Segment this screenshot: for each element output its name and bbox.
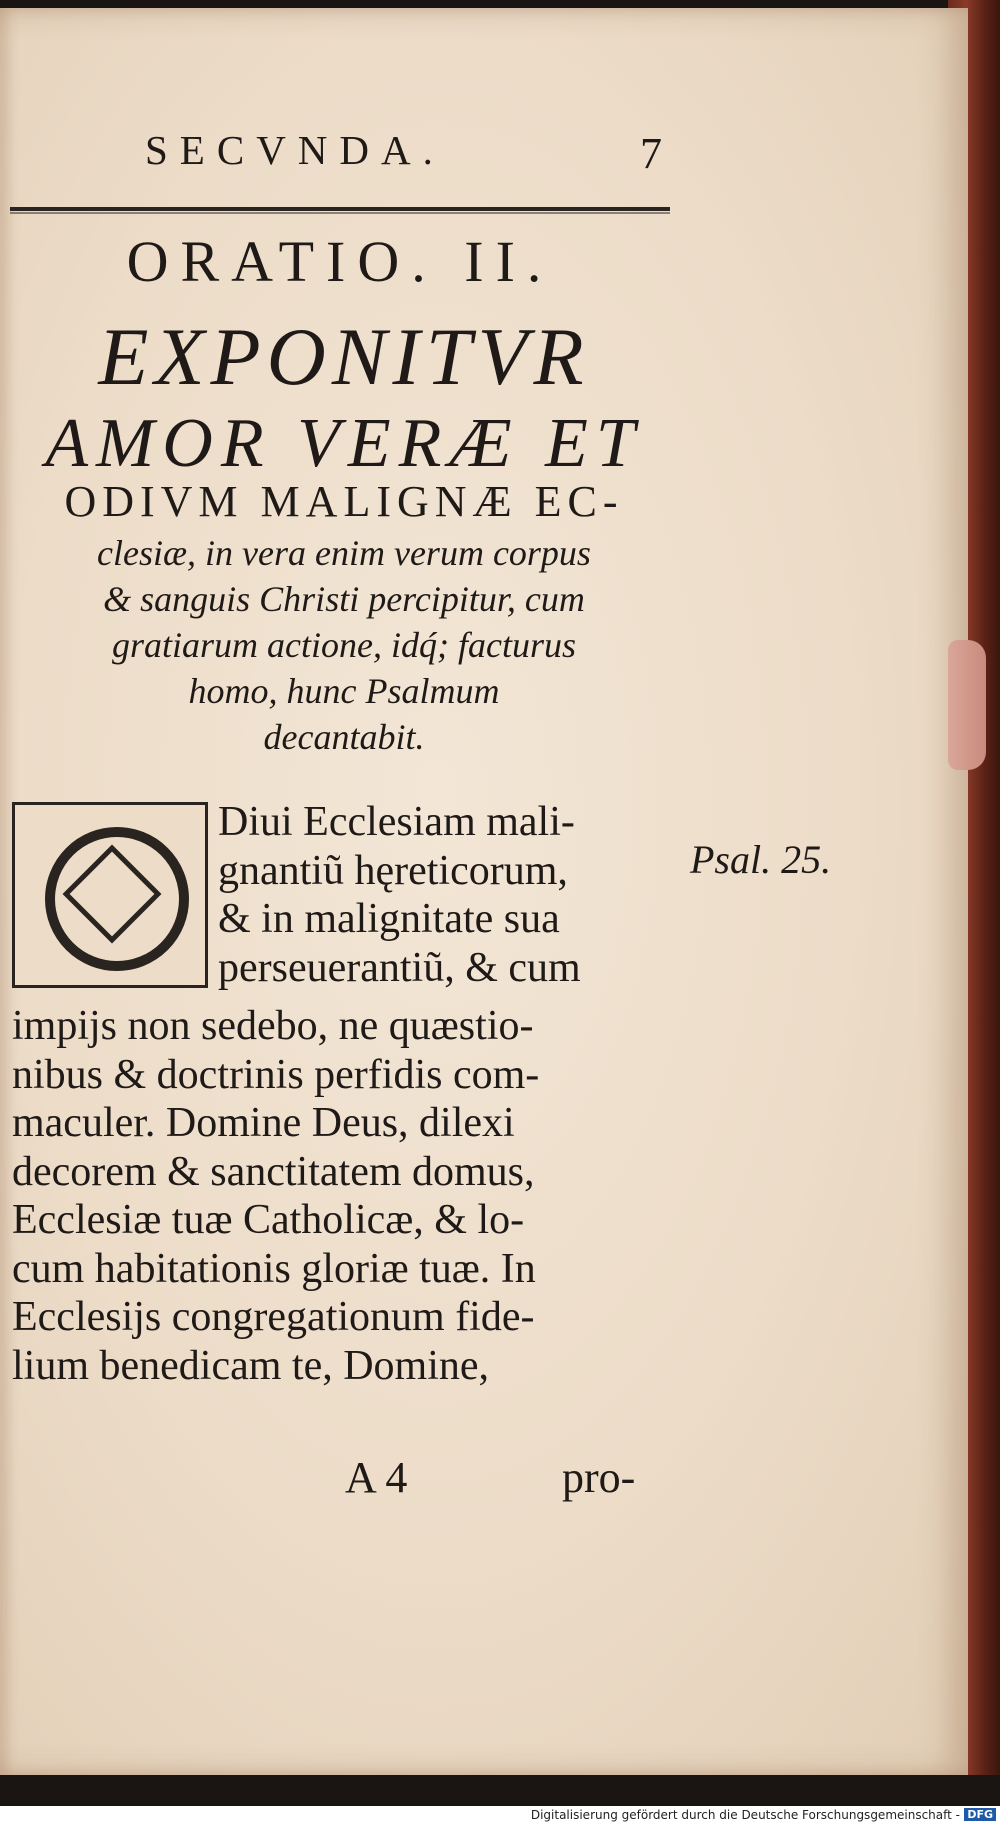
dfg-logo: DFG — [964, 1808, 996, 1821]
body-line: decorem & sanctitatem domus, — [12, 1148, 535, 1195]
body-line: nibus & doctrinis perfidis com- — [12, 1051, 540, 1098]
subheading — [8, 530, 680, 760]
indented-paragraph — [218, 798, 688, 992]
heading-line-1: EXPONITVR — [98, 311, 590, 402]
body-line: Ecclesijs congregationum fide- — [12, 1294, 535, 1340]
oration-title: ORATIO. II. — [126, 229, 554, 294]
header-rule — [10, 207, 670, 211]
funding-credit: Digitalisierung gefördert durch die Deutsche Forschungsgemeinschaft - — [530, 1808, 960, 1822]
body-line: lium benedicam te, Domine, — [12, 1342, 490, 1389]
subheading-line: homo, hunc Psalmum — [188, 671, 500, 711]
body-line: & in malignitate sua — [218, 896, 560, 942]
body-line: gnantiũ hęreticorum, — [218, 847, 568, 894]
page-number: 7 — [640, 129, 662, 178]
subheading-line: clesiæ, in vera enim verum corpus — [97, 533, 591, 573]
marginal-note: Psal. 25. — [690, 837, 832, 882]
heading-line-2: AMOR VERÆ ET — [45, 405, 643, 482]
decorated-initial-o-icon — [12, 802, 208, 988]
running-head: SECVNDA. — [145, 127, 445, 173]
subheading-line: gratiarum actione, idq́; facturus — [112, 625, 576, 665]
body-line: impijs non sedebo, ne quæstio- — [12, 1003, 534, 1049]
subheading-line: & sanguis Christi percipitur, cum — [103, 579, 585, 619]
body-line: perseuerantiũ, & cum — [218, 944, 581, 991]
body-line: cum habitationis gloriæ tuæ. In — [12, 1245, 536, 1292]
page-tab — [948, 640, 986, 770]
catchword: pro- — [562, 1453, 636, 1502]
body-line: maculer. Domine Deus, dilexi — [12, 1100, 515, 1146]
signature-mark: A 4 — [345, 1453, 408, 1502]
subheading-line: decantabit. — [263, 717, 425, 757]
body-paragraph — [12, 1002, 688, 1390]
heading-line-3: ODIVM MALIGNÆ EC- — [64, 477, 624, 526]
header-rule-shadow — [10, 212, 670, 214]
body-line: Diui Ecclesiam mali- — [218, 799, 575, 845]
body-line: Ecclesiæ tuæ Catholicæ, & lo- — [12, 1197, 525, 1243]
